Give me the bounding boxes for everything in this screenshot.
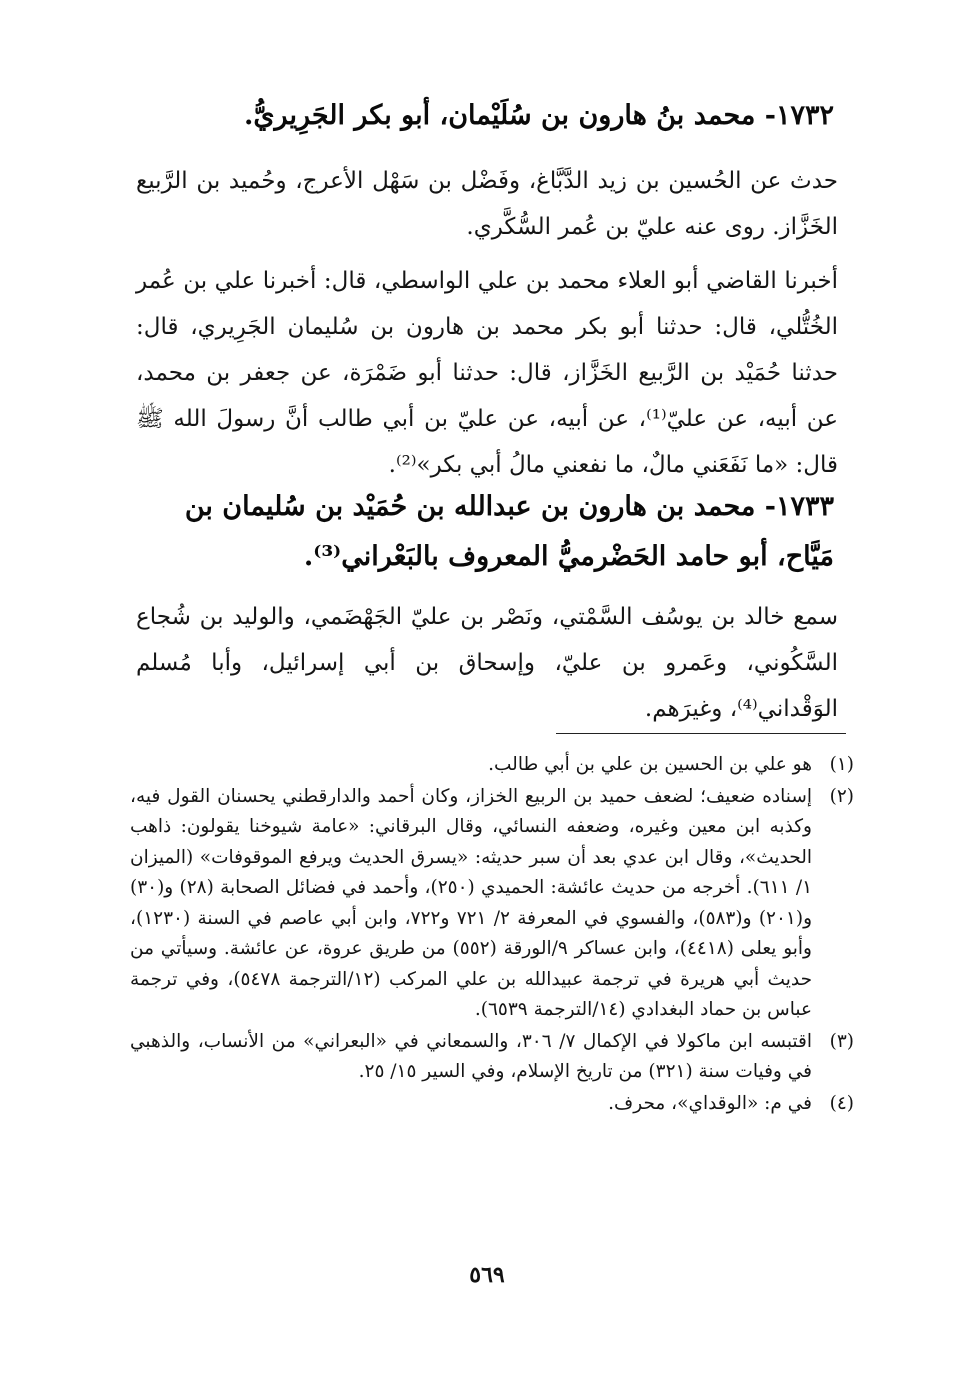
- footnote-number: (٤): [829, 1092, 854, 1114]
- footnote-text: اقتبسه ابن ماكولا في الإكمال ٧/ ٣٠٦، والسمعاني في «البعراني» من الأنساب، والذهبي في وفيات سنة (٣٢١) من تاريخ الإسلام، وفي السير ١٥/ ٢٥.: [130, 1030, 813, 1082]
- footnote: [130, 782, 854, 1026]
- footnote: [130, 750, 854, 781]
- entry-1732-paragraph-2: أخبرنا القاضي أبو العلاء محمد بن علي الواسطي، قال: أخبرنا علي بن عُمر الخُتُّلي، قال: حدثنا أبو بكر محمد بن هارون بن سُليمان الجَرِيري، قال: حدثنا حُمَيْد بن الرَّبيع الخَزَّاز، قال: حدثنا أبو ضَمْرَة، عن جعفر بن محمد، عن أبيه، عن عليّ⁽¹⁾، عن أبيه، عن عليّ بن أبي طالب أنَّ رسولَ الله ﷺ قال: «ما نَفَعَني مالٌ، ما نفعني مالُ أبي بكر»⁽²⁾.: [136, 268, 838, 478]
- footnote-text: هو علي بن الحسين بن علي بن أبي طالب.: [488, 754, 812, 775]
- footnotes: [130, 750, 854, 1120]
- footnote-text: في م: «الوقداي»، محرف.: [608, 1092, 812, 1114]
- footnote-number: (٢): [829, 785, 854, 807]
- footnote-number: (٣): [829, 1030, 854, 1052]
- entry-1732-paragraph-1: حدث عن الحُسين بن زيد الدَّبَّاغ، وفَضْل بن سَهْل الأعرج، وحُميد بن الرَّبيع الخَزَّاز. روى عنه عليّ بن عُمر السُّكَّري.: [136, 168, 838, 240]
- entry-1733-paragraph-1: سمع خالد بن يوسُف السَّمْتي، ونَصْر بن عليّ الجَهْضَمي، والوليد بن شُجاع السَّكُوني، وعَمرو بن عليّ، وإسحاق بن أبي إسرائيل، وأبا مُسلم الوَقْداني⁽⁴⁾، وغيرَهم.: [136, 604, 838, 722]
- footnote-text: إسناده ضعيف؛ لضعف حميد بن الربيع الخزاز، وكان أحمد والدارقطني يحسنان القول فيه، وكذبه ابن معين وغيره، وضعفه النسائي، وقال البرقاني: «عامة شيوخنا يقولون: ذاهب الحديث»، وقال ابن عدي بعد أن سبر حديثه: «يسرق الحديث ويرفع الموقوفات» (الميزان ١/ ٦١١). أخرجه من حديث عائشة: الحميدي (٢٥٠)، وأحمد في فضائل الصحابة (٢٨) و(٣٠) و(٢٠١) و(٥٨٣)، والفسوي في المعرفة ٢/ ٧٢١ و٧٢٢، وابن أبي عاصم في السنة (١٢٣٠)، وأبو يعلى (٤٤١٨)، وابن عساكر ٩/الورقة (٥٥٢) من طريق عروة، عن عائشة. وسيأتي من حديث أبي هريرة في ترجمة عبيدالله بن علي المركب (١٢/الترجمة ٥٤٧٨)، وفي ترجمة عباس بن حماد البغدادي (١٤/الترجمة ٦٥٣٩).: [130, 785, 813, 1020]
- entry-heading-1733: ١٧٣٣- محمد بن هارون بن عبدالله بن حُمَيْد بن سُليمان بن مَيَّاح، أبو حامد الحَضْرميُّ المعروف بالبَعْراني⁽³⁾.: [184, 491, 834, 572]
- footnote: [130, 1027, 854, 1088]
- footnote-number: (١): [829, 754, 854, 775]
- page-number: ٥٦٩: [469, 1262, 505, 1288]
- entry-heading-1732: ١٧٣٢- محمد بنُ هارون بن سُلَيْمان، أبو بكر الجَرِيريُّ.: [244, 100, 834, 131]
- footnote-divider: [556, 733, 846, 734]
- footnote: [130, 1089, 854, 1120]
